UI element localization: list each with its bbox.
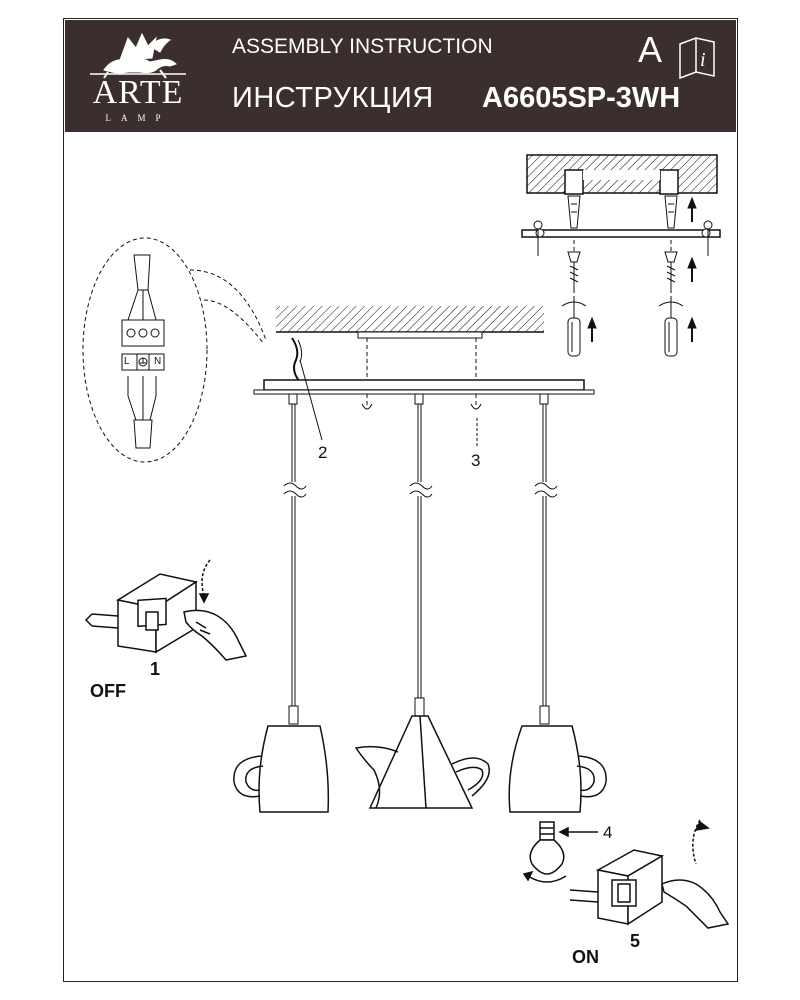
svg-text:i: i xyxy=(700,49,706,71)
callout-2: 2 xyxy=(318,443,328,462)
terminal-label-l: L xyxy=(124,356,130,367)
callout-1: 1 xyxy=(150,659,161,679)
info-book-icon xyxy=(680,38,714,78)
wall-switch-off xyxy=(86,560,246,660)
wall-switch-on xyxy=(570,820,728,928)
callout-4: 4 xyxy=(603,823,613,842)
callout-3: 3 xyxy=(471,451,481,470)
on-label: ON xyxy=(572,947,599,967)
terminal-label-n: N xyxy=(154,356,162,367)
title-russian: ИНСТРУКЦИЯ xyxy=(232,82,434,114)
off-label: OFF xyxy=(90,681,126,701)
title-english: ASSEMBLY INSTRUCTION xyxy=(232,35,493,58)
wiring-detail-bubble xyxy=(83,238,266,462)
language-letter: A xyxy=(638,29,663,70)
ceiling-mount-detail xyxy=(522,155,720,356)
brand-subtitle: LAMP xyxy=(105,113,171,123)
brand-name: ARTE xyxy=(92,74,184,111)
callout-5: 5 xyxy=(630,931,641,951)
teacup-shade-left xyxy=(234,726,328,812)
winged-lion-icon xyxy=(90,34,186,78)
teapot-shade-center xyxy=(356,716,489,808)
teacup-shade-right xyxy=(509,726,606,812)
model-number: A6605SP-3WH xyxy=(482,82,681,114)
light-bulb-icon xyxy=(524,822,598,882)
